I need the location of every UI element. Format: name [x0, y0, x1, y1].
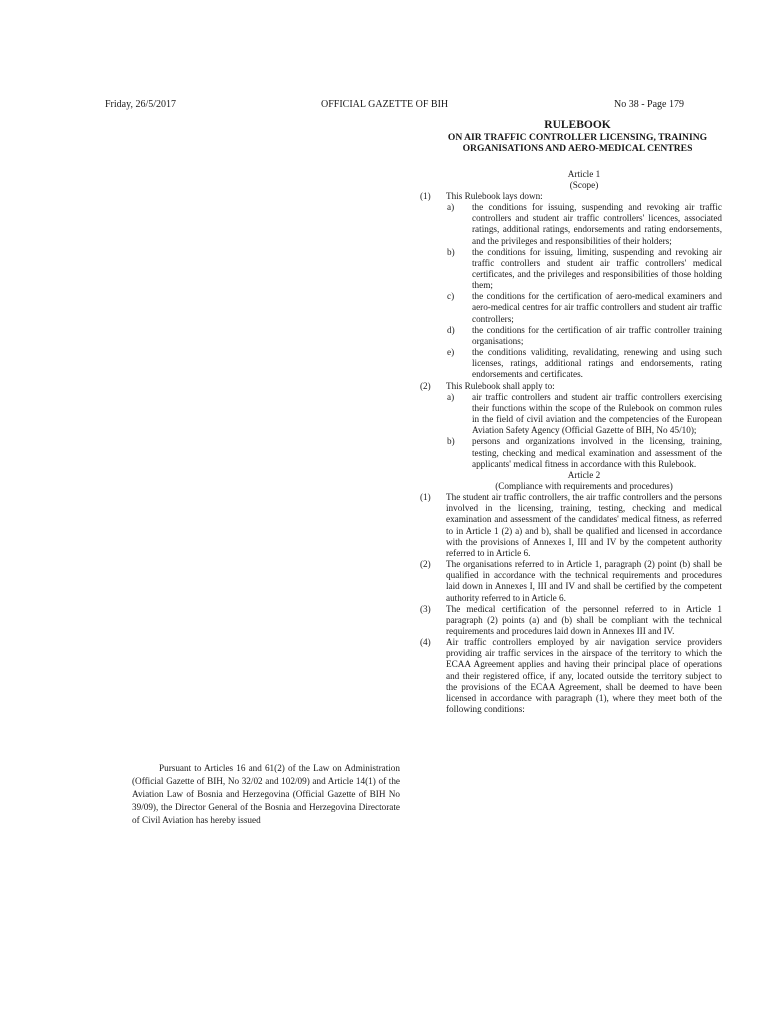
item-letter: b): [447, 436, 455, 447]
item-text: air traffic controllers and student air traffic controllers exercising their functions within the scope of the Rulebook on common rules in the field of civil aviation and the competencies of the European Aviation Safety Agency (Official Gazette of BIH, No 45/10);: [472, 391, 722, 436]
paragraph-number: (1): [420, 190, 431, 201]
item-letter: a): [447, 202, 455, 213]
paragraph-text: Air traffic controllers employed by air navigation service providers providing air traffic services in the airspace of the territory to which the ECAA Agreement applies and having their principal place of operations and their registered office, if any, located outside the territory subject to the provisions of the ECAA Agreement, shall be deemed to have been licensed in accordance with paragraph (1), where they meet both of the following conditions:: [446, 637, 722, 715]
article-2-paragraph-2: [420, 559, 722, 604]
item-letter: d): [447, 324, 455, 335]
article-1: [420, 169, 722, 470]
item-text: the conditions for the certification of air traffic controller training organisations;: [472, 324, 722, 346]
header-page-number: No 38 - Page 179: [614, 99, 684, 110]
list-item: [420, 325, 722, 347]
item-text: the conditions validiting, revalidating, renewing and using such licenses, ratings, additional ratings and endorsements, rating endorsements and certificates.: [472, 347, 722, 380]
paragraph-number: (2): [420, 380, 431, 391]
header-publication: OFFICIAL GAZETTE OF BIH: [321, 99, 449, 110]
item-letter: a): [447, 391, 455, 402]
preamble-text: Pursuant to Articles 16 and 61(2) of the Law on Administration (Official Gazette of BIH, No 32/02 and 102/09) and Article 14(1) of the Aviation Law of Bosnia and Herzegovina (Official Gazette of BIH No 39/09), the Director General of the Bosnia and Herzegovina Directorate of Civil Aviation has hereby issued: [132, 763, 400, 826]
article-2-paragraph-4: [420, 637, 722, 715]
paragraph-text: This Rulebook shall apply to:: [446, 380, 555, 391]
item-text: the conditions for issuing, limiting, suspending and revoking air traffic controllers and student air traffic controllers' medical certificates, and the privileges and responsibilities of those holding them;: [472, 246, 722, 291]
article-1-heading: Article 1: [567, 168, 601, 179]
preamble-column: [132, 762, 400, 827]
list-item: [420, 347, 722, 380]
paragraph-number: (3): [420, 603, 431, 614]
article-1-caption: (Scope): [569, 179, 599, 190]
item-text: persons and organizations involved in the licensing, training, testing, checking and medical examination and assessment of the applicants' medical fitness in accordance with this Rulebook.: [472, 436, 722, 469]
item-letter: c): [447, 291, 455, 302]
subtitle-line-1: ON AIR TRAFFIC CONTROLLER LICENSING, TRAINING: [447, 132, 708, 143]
list-item: [420, 202, 722, 247]
paragraph-text: The organisations referred to in Article 1, paragraph (2) point (b) shall be qualified in accordance with the technical requirements and procedures laid down in Annexes I, III and IV and shall be certified by the competent authority referred to in Article 6.: [446, 559, 722, 603]
paragraph-number: (2): [420, 559, 431, 570]
article-2-paragraph-1: [420, 492, 722, 559]
header-date: Friday, 26/5/2017: [105, 99, 177, 110]
article-2-heading: Article 2: [567, 469, 601, 480]
article-2-paragraph-3: [420, 604, 722, 637]
list-item: [420, 291, 722, 324]
item-text: the conditions for the certification of aero-medical examiners and aero-medical centres for air traffic controllers and student air traffic controllers;: [472, 291, 722, 324]
list-item: [420, 392, 722, 437]
rulebook-column: [420, 118, 722, 715]
item-letter: e): [447, 347, 455, 358]
article-1-paragraph-2: [420, 381, 722, 392]
article-1-paragraph-1: [420, 191, 722, 202]
item-text: the conditions for issuing, suspending and revoking air traffic controllers and student air traffic controllers' licences, associated ratings, additional ratings, endorsements and rating endorsements, and the privileges and responsibilities of their holders;: [472, 202, 722, 246]
paragraph-number: (4): [420, 637, 431, 648]
article-2: [420, 470, 722, 715]
paragraph-number: (1): [420, 492, 431, 503]
list-item: [420, 436, 722, 469]
paragraph-text: The medical certification of the personnel referred to in Article 1 paragraph (2) points (a) and (b) shall be compliant with the technical requirements and procedures laid down in Annexes III and IV.: [446, 603, 722, 636]
rulebook-title: RULEBOOK: [544, 119, 611, 131]
item-letter: b): [447, 246, 455, 257]
list-item: [420, 247, 722, 292]
subtitle-line-2: ORGANISATIONS AND AERO-MEDICAL CENTRES: [462, 143, 693, 155]
paragraph-text: This Rulebook lays down:: [446, 190, 543, 201]
rulebook-subtitle: [433, 132, 722, 155]
article-2-caption: (Compliance with requirements and procedures): [495, 480, 673, 491]
paragraph-text: The student air traffic controllers, the air traffic controllers and the persons involved in the licensing, training, testing, checking and medical examination and assessment of the candidates' medical fitness, as referred to in Article 1 (2) a) and b), shall be qualified and licensed in accordance with the provisions of Annexes I, III and IV by the competent authority referred to in Article 6.: [446, 492, 722, 558]
